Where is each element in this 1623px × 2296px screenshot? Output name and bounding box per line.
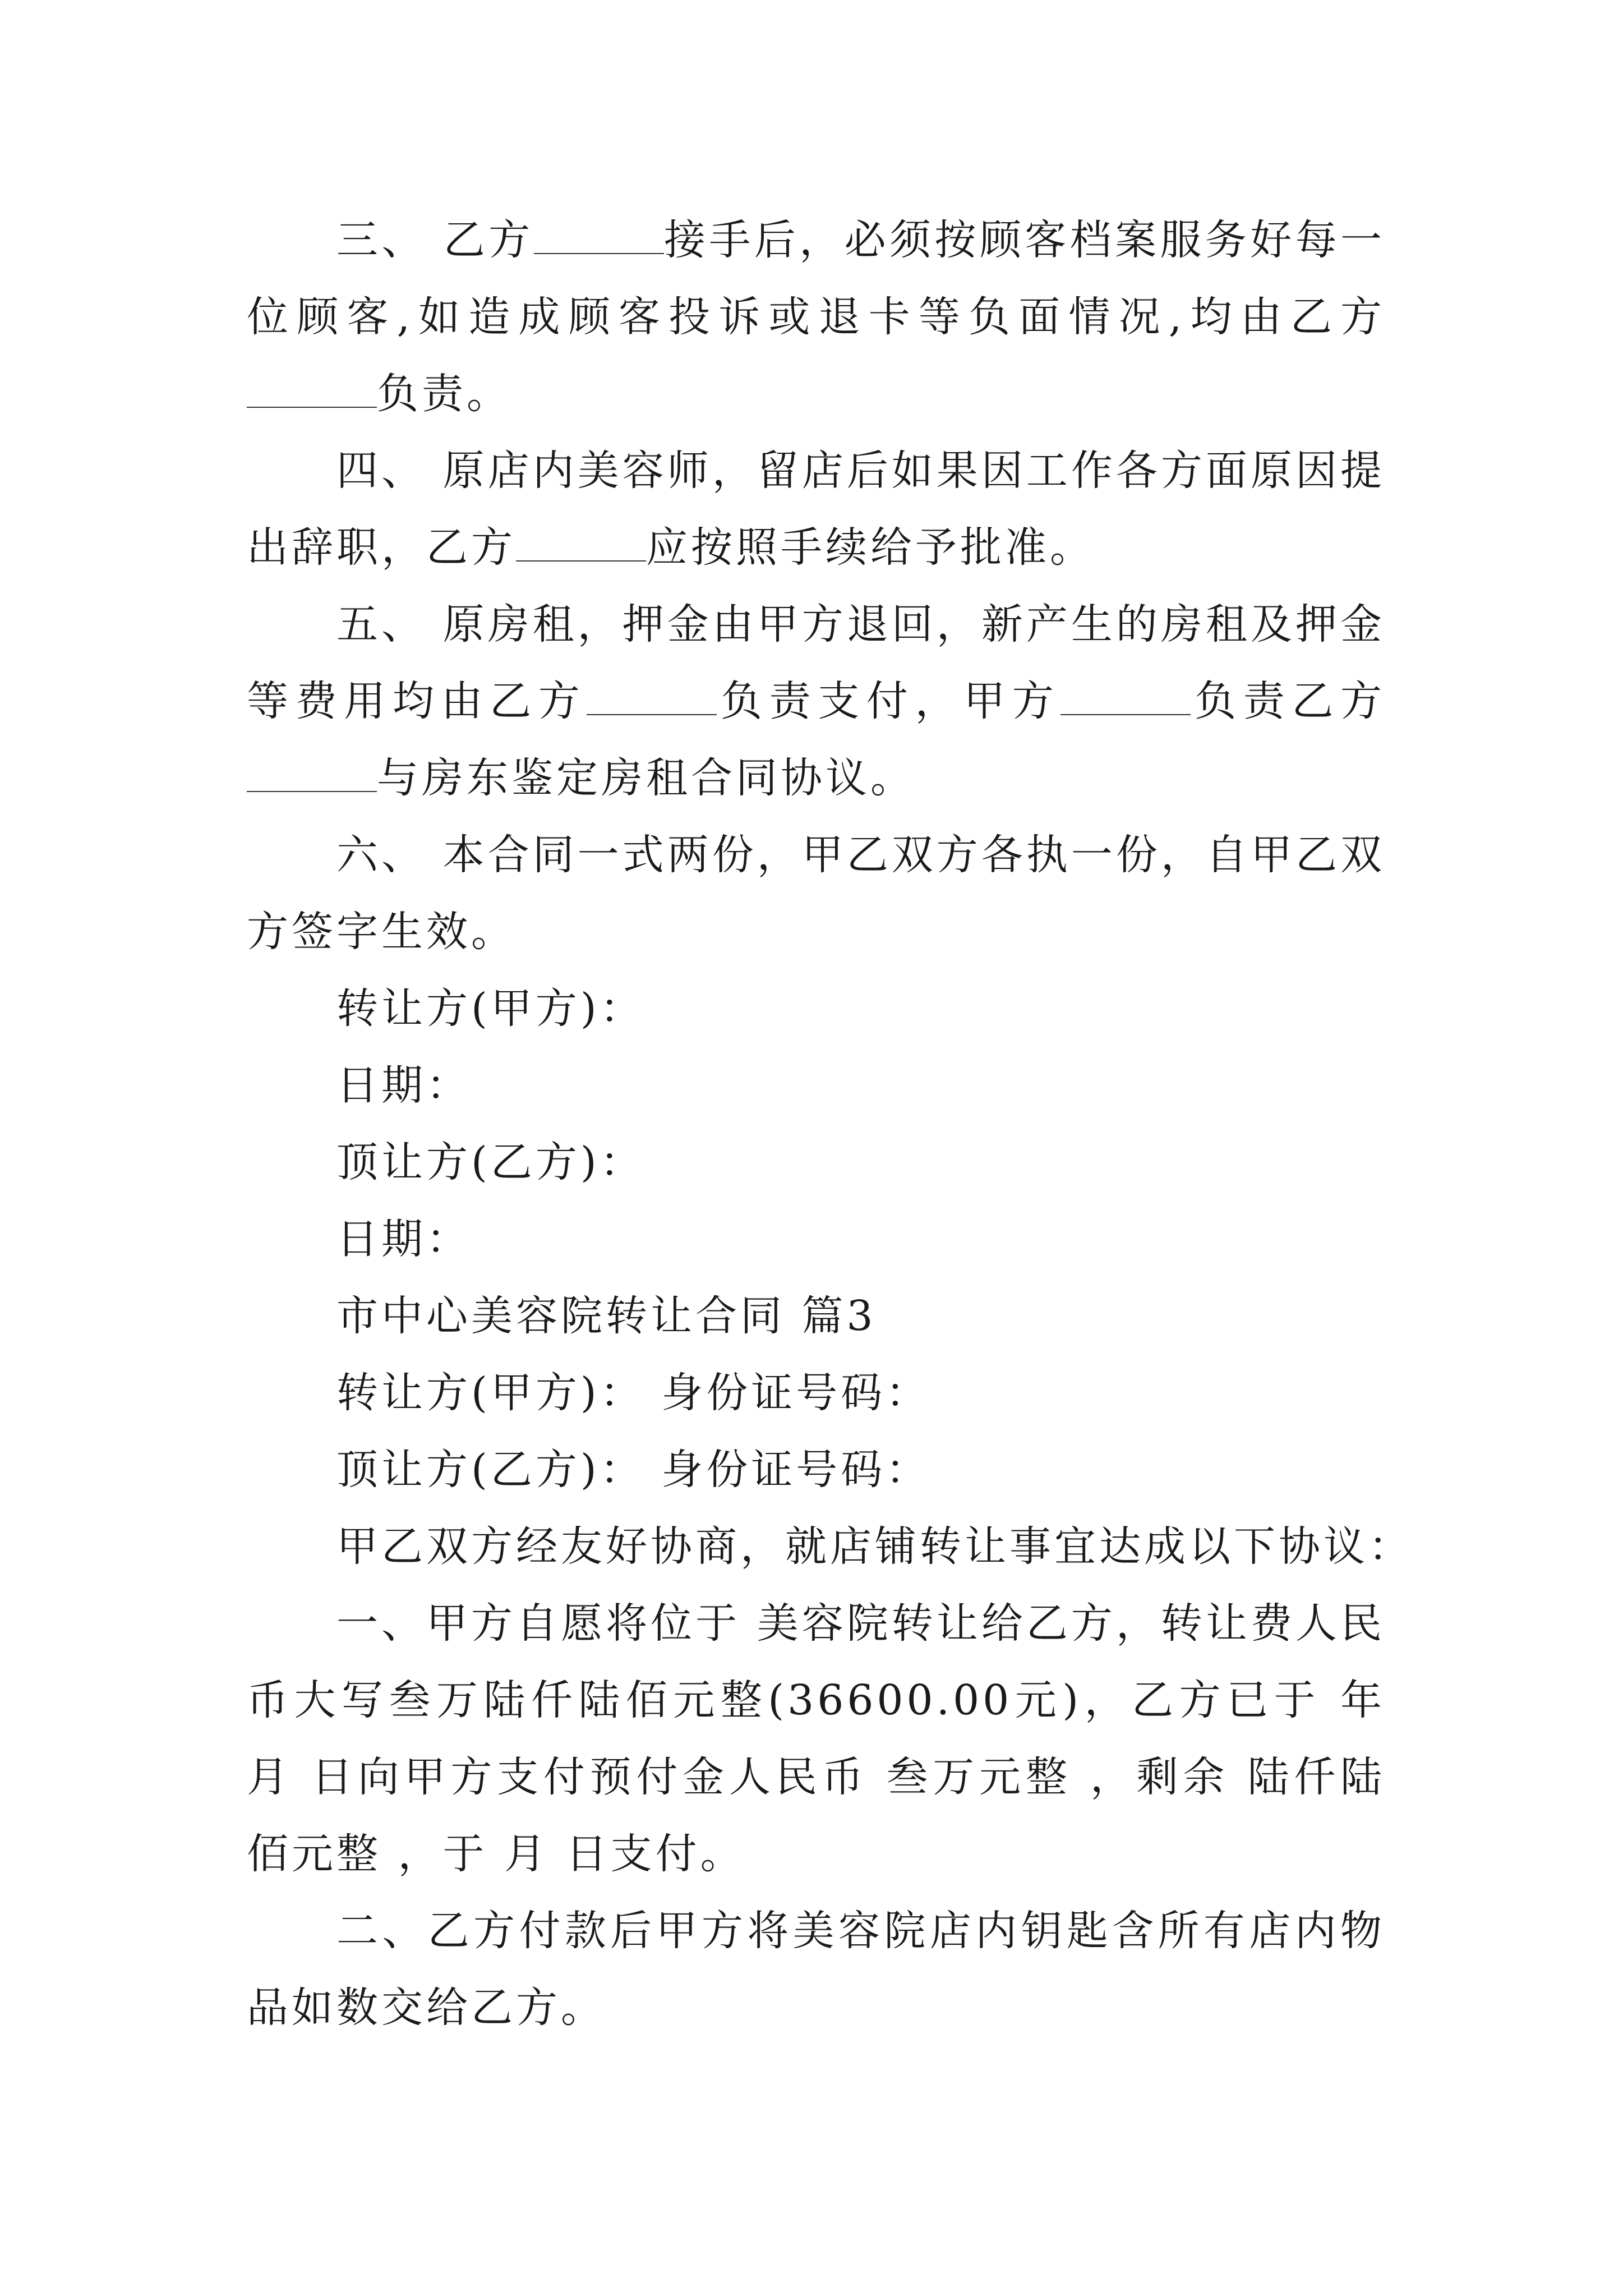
transferee-id-line: 顶让方(乙方)： 身份证号码： (336, 1446, 931, 1494)
transferor-signature-label: 转让方(甲方)： (336, 984, 645, 1033)
section3-item-2: 二、乙方付款后甲方将美容院店内钥匙含所有店内物品如数交给乙方。 (247, 1907, 1385, 2032)
blank-field (1061, 680, 1191, 715)
date-label-1: 日期： (336, 1061, 471, 1110)
clause-three (247, 202, 1385, 432)
clause-five-text-b: 负责支付，甲方 (717, 677, 1061, 725)
clause-three-text-a: 三、 乙方 (336, 216, 534, 264)
transferor-id-line: 转让方(甲方)： 身份证号码： (336, 1369, 931, 1417)
clause-four (247, 432, 1385, 586)
blank-field (587, 680, 717, 715)
agreement-intro: 甲乙双方经友好协商，就店铺转让事宜达成以下协议： (336, 1522, 1413, 1571)
clause-five (247, 586, 1385, 817)
clause-five-text-d: 与房东鉴定房租合同协议。 (377, 754, 915, 802)
document-body (247, 202, 1413, 2046)
clause-three-text-c: 负责。 (377, 370, 511, 418)
clause-four-text-a: 四、 原店内美容师，留店后如果因工作各方面原因提出辞职，乙方 (247, 447, 1385, 572)
clause-five-text-a: 五、 原房租，押金由甲方退回，新产生的房租及押金等费用均由乙方 (247, 600, 1385, 725)
blank-field (247, 373, 377, 408)
clause-five-text-c: 负责乙方 (1191, 677, 1386, 725)
blank-field (534, 219, 664, 254)
transferee-signature-label: 顶让方(乙方)： (336, 1138, 645, 1186)
blank-field (516, 527, 646, 562)
clause-three-text-b: 接手后，必须按顾客档案服务好每一位顾客,如造成顾客投诉或退卡等负面情况,均由乙方 (247, 216, 1385, 341)
section3-item-1: 一、甲方自愿将位于 美容院转让给乙方，转让费人民币大写叁万陆仟陆佰元整(36600.00元)，乙方已于 年 月 日向甲方支付预付金人民币 叁万元整 ，剩余 陆仟陆佰元整 ，于 月 日支付。 (247, 1599, 1385, 1878)
blank-field (247, 757, 377, 792)
date-label-2: 日期： (336, 1215, 471, 1263)
clause-four-text-b: 应按照手续给予批准。 (646, 523, 1095, 572)
clause-six: 六、 本合同一式两份，甲乙双方各执一份，自甲乙双方签字生效。 (247, 831, 1385, 956)
section-title: 市中心美容院转让合同 篇3 (336, 1292, 877, 1340)
